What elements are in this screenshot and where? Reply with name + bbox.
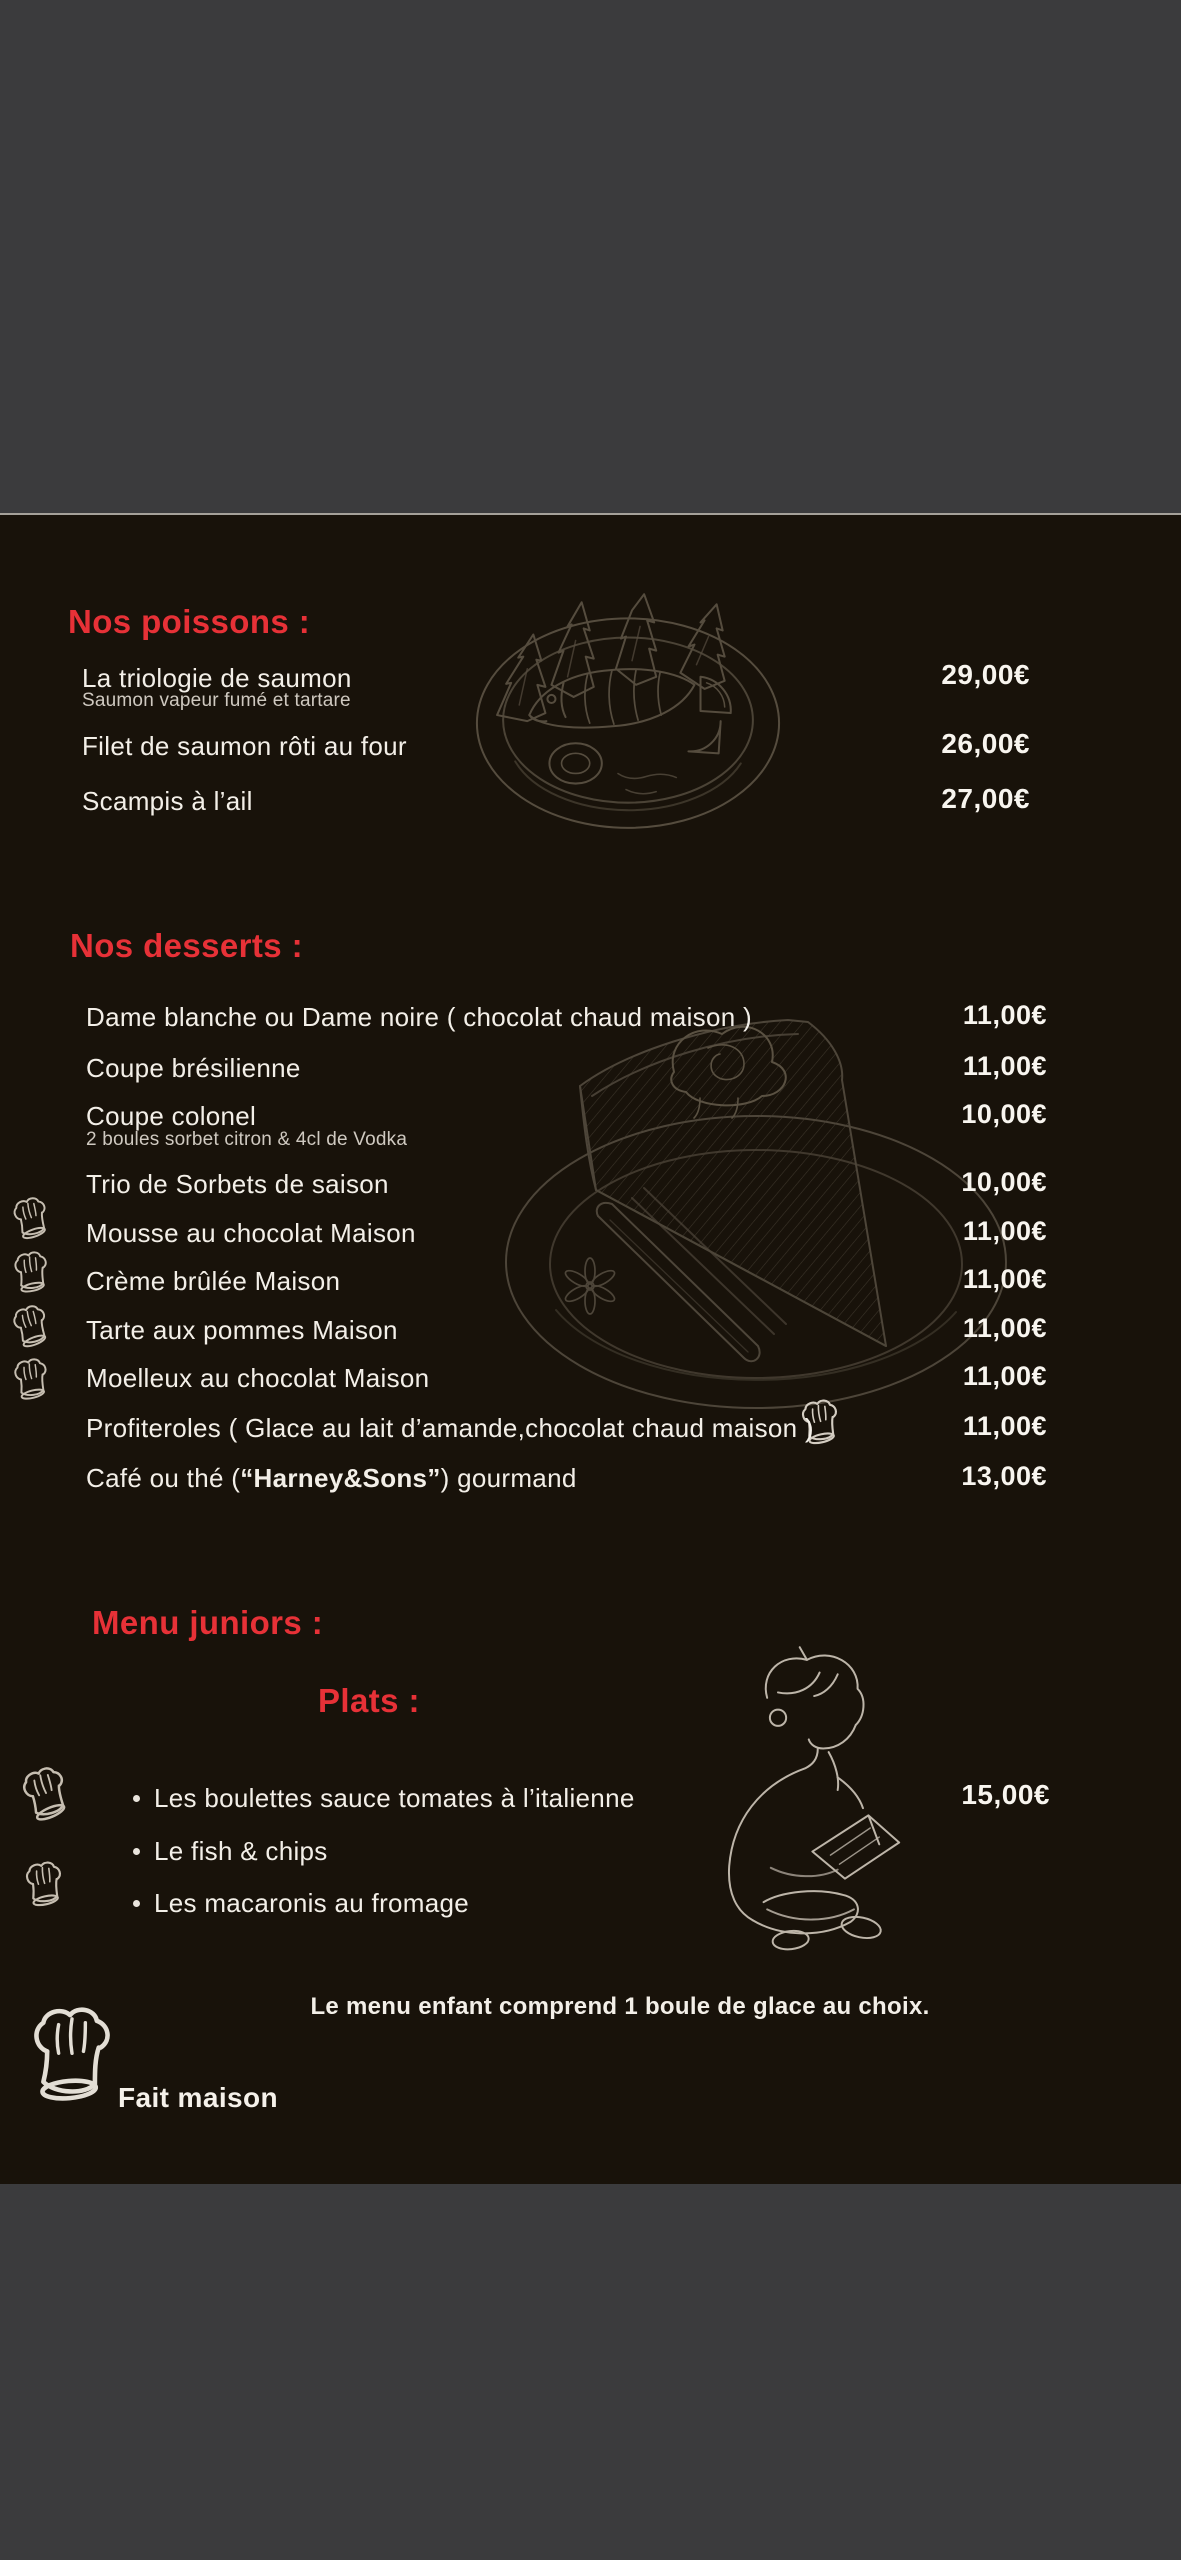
section-title-desserts: Nos desserts : xyxy=(70,927,304,964)
menu-panel xyxy=(0,513,1181,2184)
bullet-icon xyxy=(133,1848,140,1855)
kids-menu-note: Le menu enfant comprend 1 boule de glace au choix. xyxy=(310,1993,930,2020)
dish-price: 11,00€ xyxy=(962,1361,1047,1391)
dish-price: 26,00€ xyxy=(941,728,1030,759)
dish-name: Trio de Sorbets de saison xyxy=(86,1169,389,1199)
dish-name: Les macaronis au fromage xyxy=(154,1888,470,1918)
dish-name: Crème brûlée Maison xyxy=(86,1266,341,1296)
chef-hat-icon xyxy=(11,1246,54,1303)
chef-hat-icon xyxy=(10,1353,54,1410)
chef-hat-icon xyxy=(30,2000,114,2118)
dish-price: 11,00€ xyxy=(962,1313,1047,1343)
dish-name: Le fish & chips xyxy=(154,1836,328,1866)
dish-price: 15,00€ xyxy=(961,1779,1050,1810)
dish-name-brand: “Harney&Sons” xyxy=(240,1463,441,1493)
dish-name-prefix: Café ou thé ( xyxy=(86,1463,241,1493)
subsection-title-plats: Plats : xyxy=(318,1682,420,1719)
cake-slice-illustration xyxy=(486,994,1034,1436)
section-title-juniors: Menu juniors : xyxy=(92,1604,324,1641)
dish-name: Profiteroles ( Glace au lait d’amande,chocolat chaud maison ) xyxy=(86,1413,814,1443)
dish-price: 11,00€ xyxy=(962,1000,1047,1030)
dish-name: La triologie de saumon xyxy=(82,663,352,693)
fait-maison-label: Fait maison xyxy=(118,2082,278,2113)
dish-price: 29,00€ xyxy=(941,659,1030,690)
dish-name: Filet de saumon rôti au four xyxy=(82,731,407,761)
dish-name: Coupe colonel xyxy=(86,1101,257,1131)
boy-reading-illustration xyxy=(684,1624,910,1976)
chef-hat-icon xyxy=(8,1190,56,1249)
dish-price: 11,00€ xyxy=(962,1216,1047,1246)
bullet-icon xyxy=(133,1795,140,1802)
dish-name: Mousse au chocolat Maison xyxy=(86,1218,416,1248)
dish-name: Coupe brésilienne xyxy=(86,1053,301,1083)
dish-name: Les boulettes sauce tomates à l’italienne xyxy=(154,1783,635,1813)
dish-price: 27,00€ xyxy=(941,783,1030,814)
dish-name xyxy=(86,1463,577,1494)
dish-name: Scampis à l’ail xyxy=(82,786,253,816)
dish-price: 13,00€ xyxy=(961,1461,1047,1491)
bullet-icon xyxy=(133,1900,140,1907)
dish-price: 11,00€ xyxy=(962,1264,1047,1294)
dish-price: 10,00€ xyxy=(961,1099,1047,1129)
dish-name: Dame blanche ou Dame noire ( chocolat chaud maison ) xyxy=(86,1002,752,1032)
dish-price: 11,00€ xyxy=(962,1051,1047,1081)
dish-price: 10,00€ xyxy=(961,1167,1047,1197)
dish-price: 11,00€ xyxy=(962,1411,1047,1441)
fish-plate-illustration xyxy=(452,564,804,846)
dish-name: Moelleux au chocolat Maison xyxy=(86,1363,430,1393)
chef-hat-icon xyxy=(17,1859,73,1913)
dish-note: 2 boules sorbet citron & 4cl de Vodka xyxy=(86,1129,408,1150)
dish-name: Tarte aux pommes Maison xyxy=(86,1315,398,1345)
section-title-poissons: Nos poissons : xyxy=(68,603,311,640)
chef-hat-icon xyxy=(13,1761,82,1831)
dish-name-suffix: ) gourmand xyxy=(440,1463,577,1493)
dish-note: Saumon vapeur fumé et tartare xyxy=(82,690,351,711)
chef-hat-icon xyxy=(8,1298,57,1358)
